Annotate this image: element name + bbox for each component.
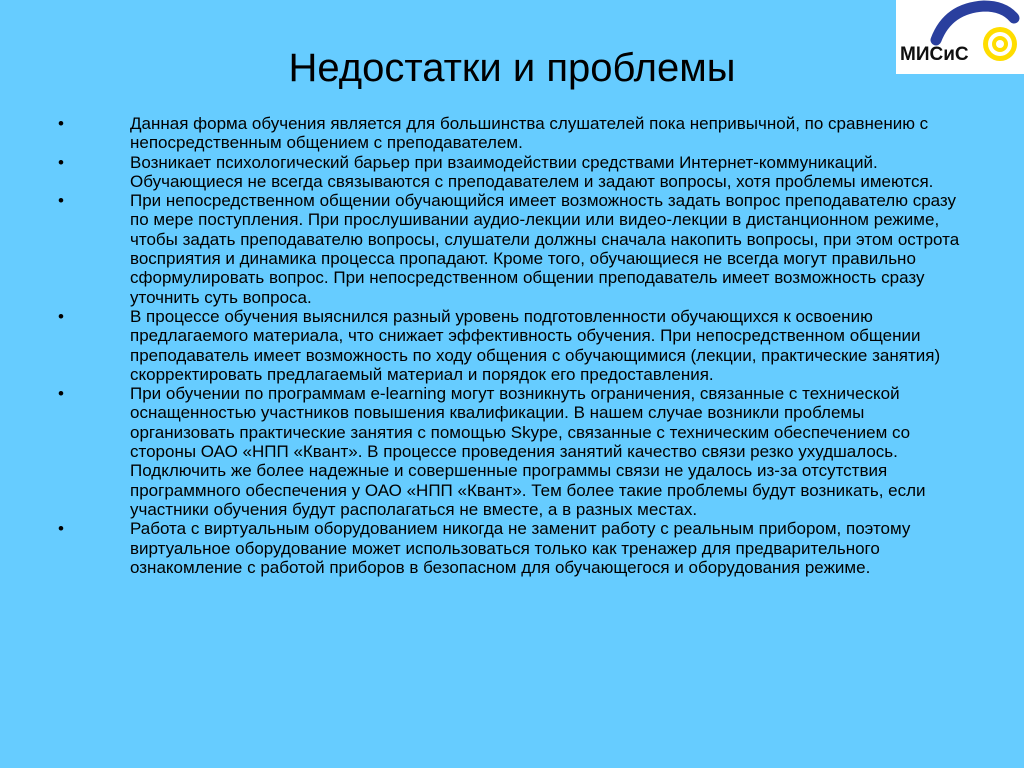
bullet-text: Данная форма обучения является для большинства слушателей пока непривычной, по сравнению с непосредственным общением с преподавателем. [130, 114, 929, 153]
list-item [0, 153, 1024, 192]
bullet-marker: • [58, 519, 64, 539]
list-item [0, 307, 1024, 384]
bullet-marker: • [58, 114, 64, 133]
bullet-text: В процессе обучения выяснился разный уровень подготовленности обучающихся к освоению предлагаемого материала, что снижает эффективность обучения. При непосредственном общении преподаватель имеет возможность по ходу общения с обучающимися (лекции, практические занятия) скорректировать предлагаемый материал и порядок его предоставления. [130, 306, 941, 384]
bullet-marker: • [58, 191, 64, 211]
bullet-text: При обучении по программам e-learning могут возникнуть ограничения, связанные с технической оснащенностью участников повышения квалификации. В нашем случае возникли проблемы организовать практические занятия с помощью Skype, связанные с техническим обеспечением со стороны ОАО «НПП «Квант». В процессе проведения занятий качество связи резко ухудшалось. Подключить же более надежные и совершенные программы связи не удалось из-за отсутствия программного обеспечения у ОАО «НПП «Квант». Тем более такие проблемы будут возникать, если участники обучения будут располагаться не вместе, а в разных местах. [130, 384, 926, 519]
misis-logo [896, 0, 1024, 74]
list-item [0, 191, 1024, 307]
bullet-text: Возникает психологический барьер при взаимодействии средствами Интернет-коммуникаций. Обучающиеся не всегда связываются с преподавателем и задают вопросы, хотя проблемы имеются. [130, 152, 934, 191]
logo-text: МИСиС [900, 44, 969, 65]
bullet-marker: • [58, 306, 64, 326]
list-item [0, 384, 1024, 519]
list-item [0, 519, 1024, 577]
bullet-text: При непосредственном общении обучающийся имеет возможность задать вопрос преподавателю сразу по мере поступления. При прослушивании аудио-лекции или видео-лекции в дистанционном режиме, чтобы задать преподавателю вопросы, слушатели должны сначала накопить вопросы, при этом острота восприятия и динамика процесса пропадают. Кроме того, обучающиеся не всегда могут правильно сформулировать вопрос. При непосредственном общении преподаватель имеет возможность сразу уточнить суть вопроса. [130, 191, 960, 307]
bullet-text: Работа с виртуальным оборудованием никогда не заменит работу с реальным прибором, поэтому виртуальное оборудование может использоваться только как тренажер для предварительного ознакомление с работой приборов в безопасном для обучающегося и оборудования режиме. [130, 519, 911, 577]
bullet-marker: • [58, 152, 64, 172]
bullet-marker: • [58, 384, 64, 404]
bullet-list [0, 114, 1024, 577]
slide-title: Недостатки и проблемы [288, 46, 736, 90]
list-item [0, 114, 1024, 153]
